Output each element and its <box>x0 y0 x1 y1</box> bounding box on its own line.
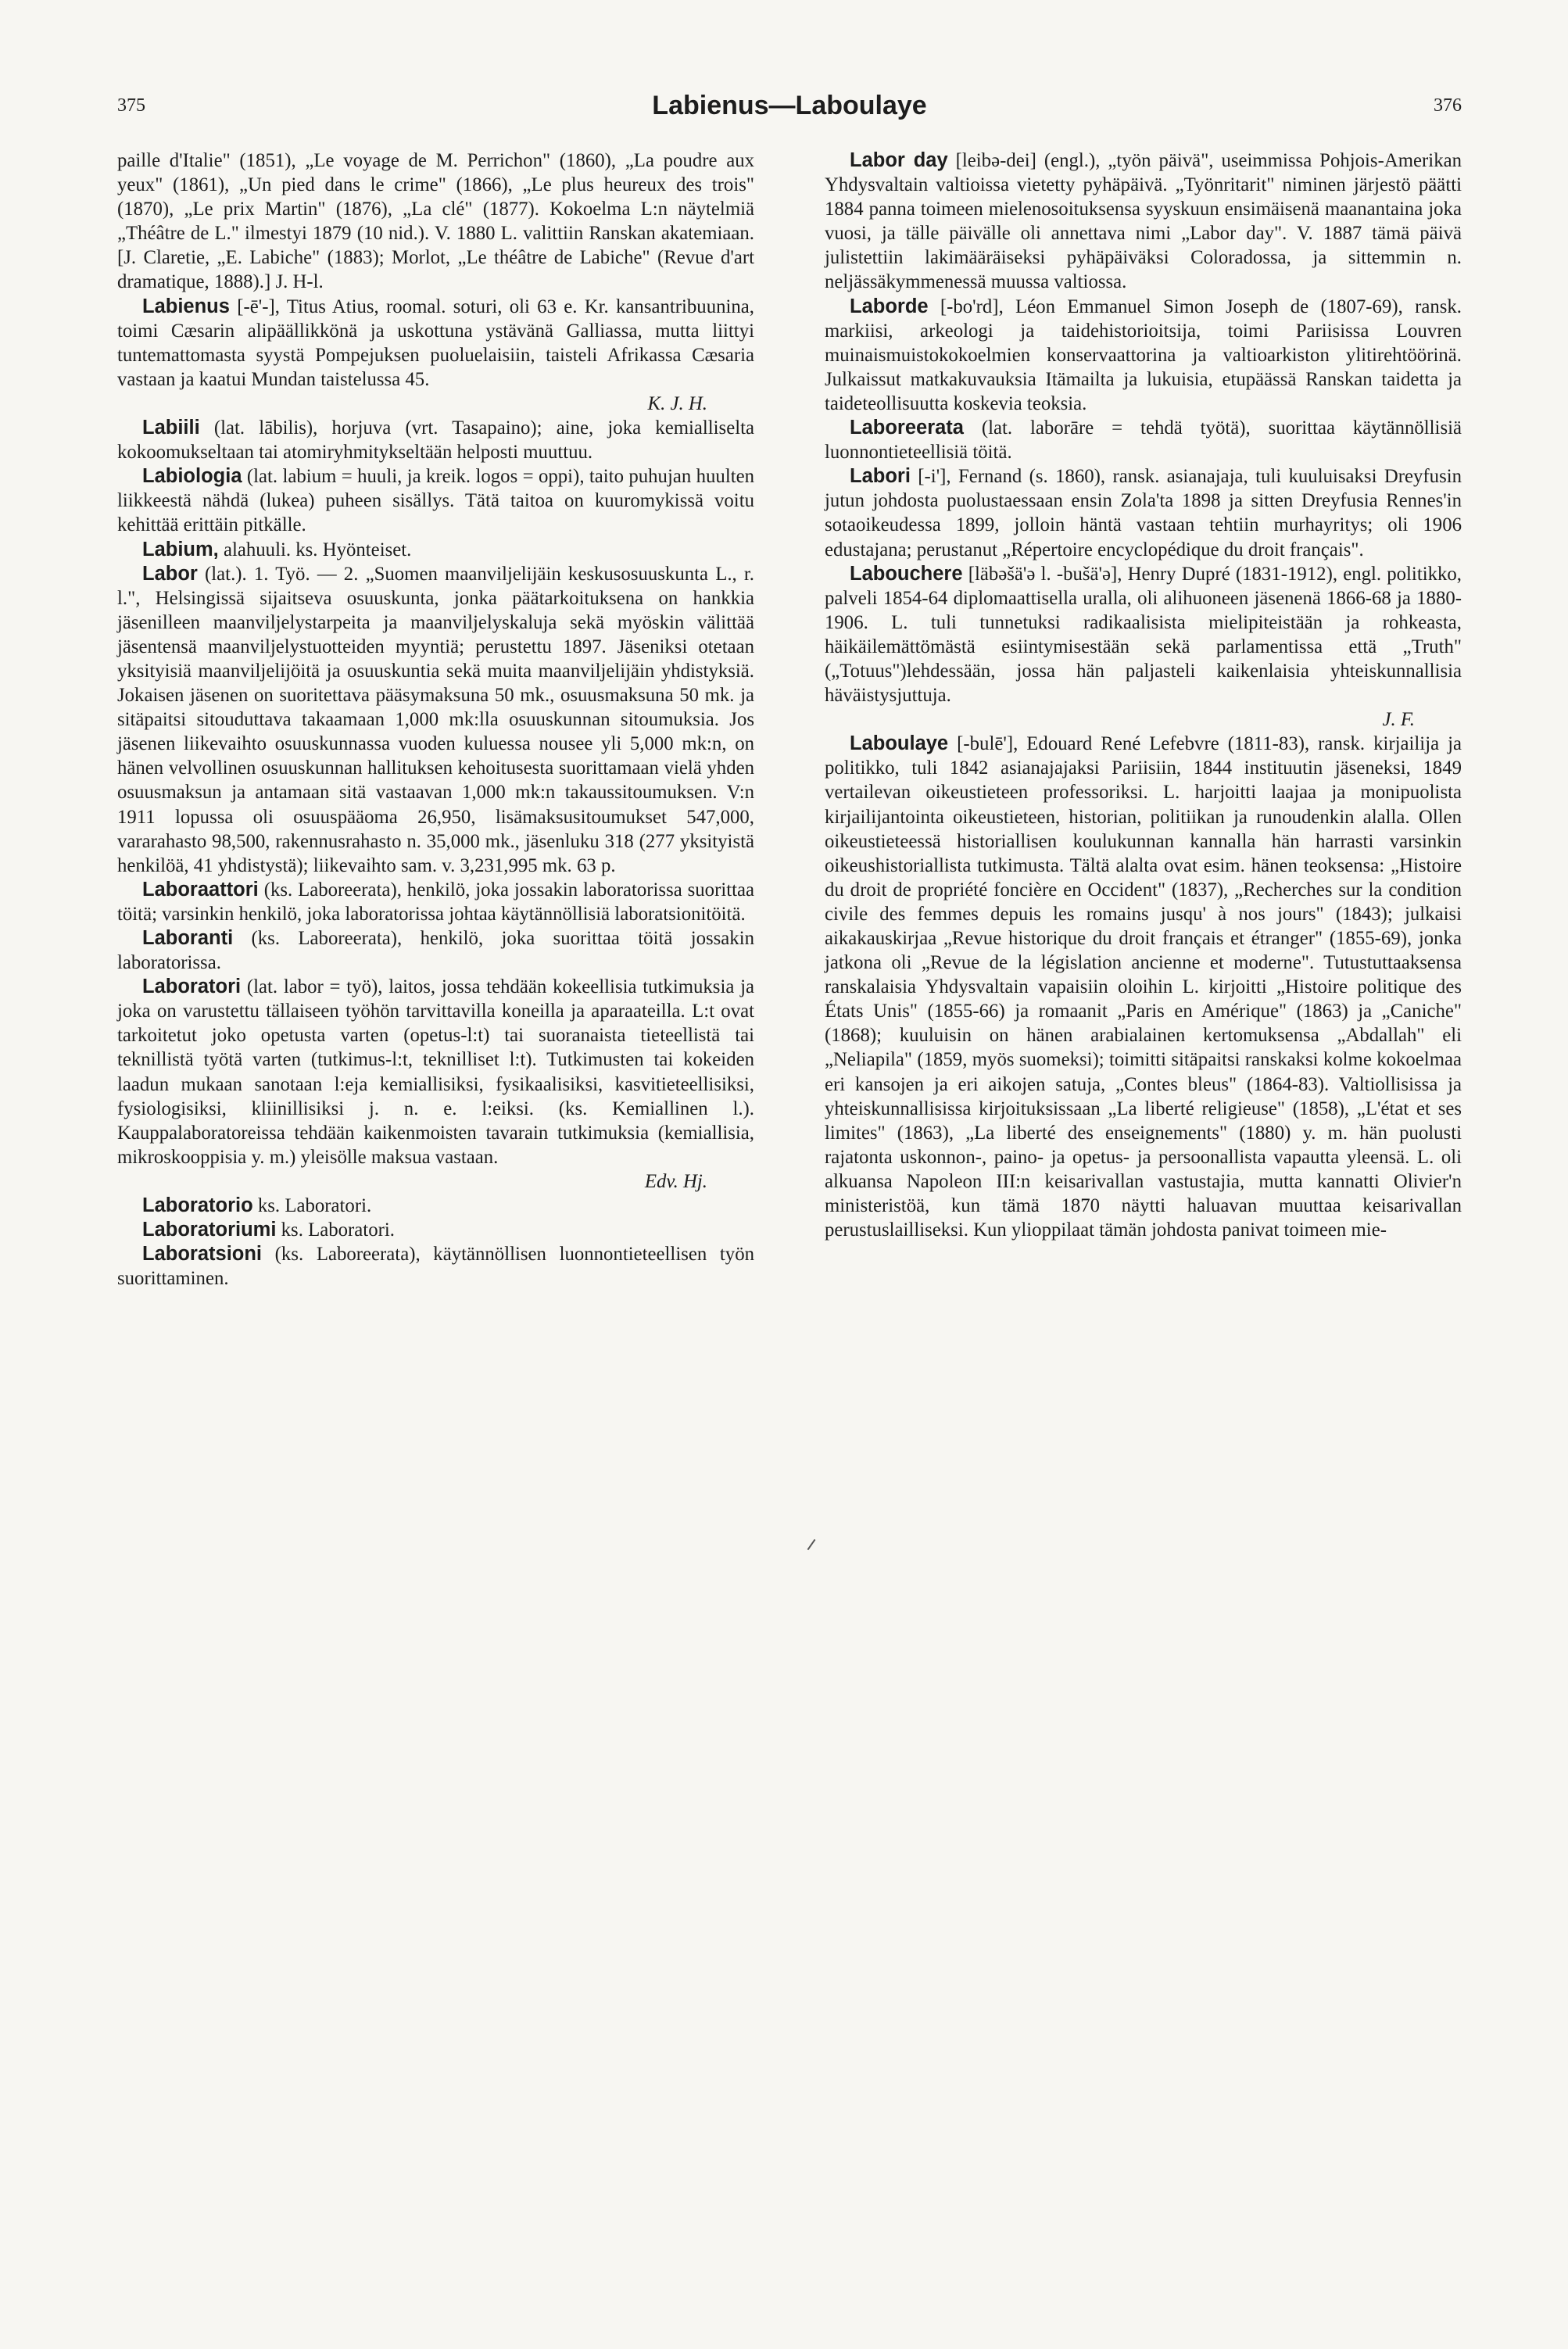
dictionary-entry <box>825 295 1462 416</box>
entry-headword: Laboraattori <box>142 878 259 901</box>
dictionary-entry <box>825 464 1462 561</box>
entry-headword: Labium, <box>142 538 219 560</box>
entry-text: [leibə-dei] (engl.), „työn päivä", useimmissa Pohjois-Amerikan Yhdysvaltain valtioissa vietetty pyhäpäivä. „Työnritarit" niminen järjestö päätti 1884 panna toimeen mielenosoituksensa syyskuun ensimäisenä maanantaina joka vuosi, ja tälle päivälle oli annettava nimi „Labor day". V. 1887 tämä päivä julistettiin lakimääräiseksi pyhäpäiväksi Coloradossa, ja sittemmin n. neljässäkymmenessä muussa valtiossa. <box>825 150 1462 293</box>
entry-headword: Labienus <box>142 295 230 317</box>
entry-text: [läbəšä'ə l. -bušä'ə], Henry Dupré (1831-1912), engl. politikko, palveli 1854-64 diplomaattisella uralla, oli alihuoneen jäsenenä 1866-68 ja 1880-1906. L. tuli tunnetuksi radikaalisista mielipiteistään ja rohkeasta, häikäilemättömästä esiintymisestään sekä parlamentissa että „Truth" („Totuus")lehdessään, jossa hän paljasteli kaikenlaisia yhteiskunnallisia häväistysjuttuja. <box>825 563 1462 707</box>
dictionary-entry <box>117 538 754 562</box>
entry-headword: Laboreerata <box>850 417 964 439</box>
dictionary-entry <box>117 878 754 926</box>
entry-signature: K. J. H. <box>647 392 707 414</box>
entry-text: (lat. lābilis), horjuva (vrt. Tasapaino); aine, joka kemialliselta kokoomukseltaan tai atomiryhmitykseltään helposti muuttuu. <box>117 417 754 464</box>
entry-text: [-bulē'], Edouard René Lefebvre (1811-83), ransk. kirjailija ja politikko, tuli 1842 asianajajaksi Pariisiin, 1844 instituutin jäseneksi, 1849 vertailevan oikeustieteen professoriksi. L. harjoitti laajaa ja monipuolista kirjailijantointa oikeustieteen, historian, politiikan ja runoudenkin alalla. Ollen oikeustieteessä historiallisen koulukunnan kannalla hän harrasti varsinkin oikeushistoriallista tutkimusta. Tältä alalta ovat esim. hänen teoksensa: „Histoire du droit de propriété foncière en Occident" (1837), „Recherches sur la condition civile des femmes depuis les romains jusqu' à nos jours" (1843); julkaisi aikakauskirjaa „Revue historique du droit français et étranger" (1855-69), jonka jatkona oli „Revue de la législation ancienne et moderne". Tutustuttaaksensa ranskalaisia Yhdysvaltain vapaisiin oloihin L. kirjoitti „Histoire politique des États Unis" (1855-66) ja romaanit „Paris en Amérique" (1863) ja „Caniche" (1868); kuuluisin on hänen arabialainen kertomuksensa „Abdallah" eli „Neliapila" (1859, myös suomeksi); toimitti sitäpaitsi ranskaksi kolme kokoelmaa eri kansojen ja eri aikojen satuja, „Contes bleus" (1864-83). Valtiollisissa ja yhteiskunnallisissa kirjoituksissaan „La liberté religieuse" (1858), „L'état et ses limites" (1863), „La liberté des enseignements" (1880) y. m. hän puolusti rajatonta uskonnon-, paino- ja opetus- ja persoonallista vapautta yleensä. L. oli alkuansa Napoleon III:n keisarivallan vastustajia, mutta kannatti Olivier'n ministeristöä, kun tämä 1870 näytti haluavan muuttaa keisarivallan perustuslailliseksi. Kun ylioppilaat tämän johdosta panivat toimeen mie- <box>825 733 1462 1241</box>
entry-signature: J. F. <box>1382 709 1415 731</box>
entry-text: [-i'], Fernand (s. 1860), ransk. asianajaja, tuli kuuluisaksi Dreyfusin jutun johdosta puolustaessaan ensin Zola'ta 1898 ja sitten Dreyfusia Rennes'in sotaoikeudessa 1899, jolloin häntä vastaan tehtiin murhayritys; oli 1906 edustajana; perustanut „Répertoire encyclopédique du droit français". <box>825 466 1462 560</box>
dictionary-entry <box>117 149 754 295</box>
dictionary-entry <box>117 295 754 416</box>
entry-text: (ks. Laboreerata), käytännöllisen luonnontieteellisen työn suorittaminen. <box>117 1244 754 1290</box>
left-column <box>117 149 754 1291</box>
dictionary-entry <box>825 562 1462 732</box>
entry-text: ks. Laboratori. <box>281 1219 395 1241</box>
dictionary-entry <box>117 416 754 464</box>
page-number-right: 376 <box>1434 95 1462 116</box>
entry-text: (lat.). 1. Työ. — 2. „Suomen maanviljelijäin keskusosuuskunta L., r. l.", Helsingissä sijaitseva osuuskunta, jonka päätarkoituksena on hankkia jäsenilleen maanviljelystarpeita ja maanviljelyskaluja sekä myöskin välittää jäsentensä maanviljelystuotteiden myyntiä; perustettu 1897. Jäseniksi otetaan yksityisiä maanviljelijöitä ja osuuskuntia sekä muita maanviljelijäin yhdistyksiä. Jokaisen jäsenen on suoritettava pääsymaksuna 50 mk., osuusmaksuna 50 mk. ja sitäpaitsi sitouduttava takaamaan 1,000 mk:lla osuuskunnan sitoumuksia. Jos jäsenen liikevaihto osuuskunnassa vuoden kuluessa nousee yli 5,000 mk:n, on hänen velvollinen osuuskunnan hallituksen kehoitusesta suorittamaan vielä yhden osuusmaksun ja antamaan sitä vastaavan 1,000 mk:n takaussitoumuksen. V:n 1911 lopussa oli osuuspääoma 26,950, lisämaksusitoumukset 547,000, vararahasto 98,500, rakennusrahasto n. 35,000 mk., jäsenluku 318 (277 yksityistä henkilöä, 41 yhdistystä); liikevaihto sam. v. 3,231,995 mk. 63 p. <box>117 563 755 876</box>
entry-text: [-bo'rd], Léon Emmanuel Simon Joseph de (1807-69), ransk. markiisi, arkeologi ja taidehistorioitsija, toimi Pariisissa Louvren muinaismuistokokoelmien konservaattorina ja valtioarkiston ylitirehtöörinä. Julkaissut matkakuvauksia Itämailta ja lukuisia, etupäässä Ranskan taidetta ja taideteollisuutta koskevia teoksia. <box>825 295 1462 414</box>
entry-headword: Laboranti <box>142 927 234 949</box>
dictionary-entry <box>117 464 754 537</box>
page-number-left: 375 <box>117 95 145 116</box>
text-columns <box>117 149 1462 1291</box>
page-header <box>117 86 1462 133</box>
dictionary-entry <box>117 975 754 1194</box>
dictionary-entry <box>117 562 754 878</box>
entry-text: (lat. laborāre = tehdä työtä), suorittaa käytännöllisiä luonnontieteellisiä töitä. <box>825 417 1462 464</box>
entry-headword: Labiologia <box>142 465 242 488</box>
entry-headword: Laboratorio <box>142 1194 253 1217</box>
entry-text: (lat. labor = työ), laitos, jossa tehdään kokeellisia tutkimuksia ja joka on varustettu tällaiseen työhön tarvittavilla koneilla ja aparaateilla. L:t ovat tarkoitetut joko opetusta varten (opetus-l:t) tai suoranaista tieteellistä tai teknillistä työtä varten (tutkimus-l:t, teknilliset l:t). Tutkimusten tai kokeiden laadun mukaan sanotaan l:eja kemiallisiksi, fysikaalisiksi, kasvitieteellisiksi, fysiologisiksi, kliinillisiksi j. n. e. l:eiksi. (ks. Kemiallinen l.). Kauppalaboratoreissa tehdään kaikenmoisten tavarain tutkimuksia (kemiallisia, mikroskooppisia y. m.) yleisölle maksua vastaan. <box>117 976 754 1168</box>
right-column <box>825 149 1462 1291</box>
entry-text: [-ē'-], Titus Atius, roomal. soturi, oli 63 e. Kr. kansantribuunina, toimi Cæsarin alipäällikkönä ja uskottuna ystävänä Galliassa, mutta liittyi tuntemattomasta syystä Pompejuksen puoluelaisiin, taisteli Afrikassa Cæsaria vastaan ja kaatui Mundan taistelussa 45. <box>117 295 754 390</box>
entry-text: (ks. Laboreerata), henkilö, joka jossakin laboratorissa suorittaa töitä; varsinkin henkilö, joka laboratorissa johtaa käytännöllisiä laboratsionitöitä. <box>117 879 755 925</box>
entry-headword: Labor day <box>850 149 948 171</box>
dictionary-entry <box>117 926 754 975</box>
entry-headword: Laborde <box>850 295 929 317</box>
entry-text: (ks. Laboreerata), henkilö, joka suorittaa töitä jossakin laboratorissa. <box>117 928 754 974</box>
dictionary-entry <box>825 149 1462 295</box>
entry-headword: Laboulaye <box>850 732 949 755</box>
entry-headword: Labori <box>850 465 911 488</box>
dictionary-entry <box>117 1218 754 1242</box>
entry-headword: Laboratoriumi <box>142 1219 277 1241</box>
entry-headword: Laboratori <box>142 976 242 998</box>
entry-headword: Labouchere <box>850 562 963 585</box>
entry-text: paille d'Italie" (1851), „Le voyage de M. Perrichon" (1860), „La poudre aux yeux" (1861), „Un pied dans le crime" (1866), „Le plus heureux des trois" (1870), „Le prix Martin" (1876), „La clé" (1877). Kokoelma L:n näytelmiä „Théâtre de L." ilmestyi 1879 (10 nid.). V. 1880 L. valittiin Ranskan akatemiaan. [J. Claretie, „E. Labiche" (1883); Morlot, „Le théâtre de Labiche" (Revue d'art dramatique, 1888).] J. H-l. <box>117 150 754 293</box>
dictionary-entry <box>825 416 1462 464</box>
dictionary-entry <box>825 732 1462 1242</box>
entry-headword: Labor <box>142 562 198 585</box>
dictionary-entry <box>117 1242 754 1291</box>
running-head: Labienus—Laboulaye <box>652 91 927 120</box>
entry-text: ks. Laboratori. <box>257 1195 372 1217</box>
encyclopedia-page <box>117 86 1462 2290</box>
entry-headword: Laboratsioni <box>142 1243 263 1266</box>
entry-text: alahuuli. ks. Hyönteiset. <box>223 539 412 560</box>
entry-signature: Edv. Hj. <box>644 1170 707 1192</box>
entry-headword: Labiili <box>142 417 200 439</box>
dictionary-entry <box>117 1194 754 1218</box>
entry-text: (lat. labium = huuli, ja kreik. logos = oppi), taito puhujan huulten liikkeestä nähdä (lukea) puheen sisällys. Tätä taitoa on kuuromykissä voitu kehittää erittäin pitkälle. <box>117 466 755 536</box>
